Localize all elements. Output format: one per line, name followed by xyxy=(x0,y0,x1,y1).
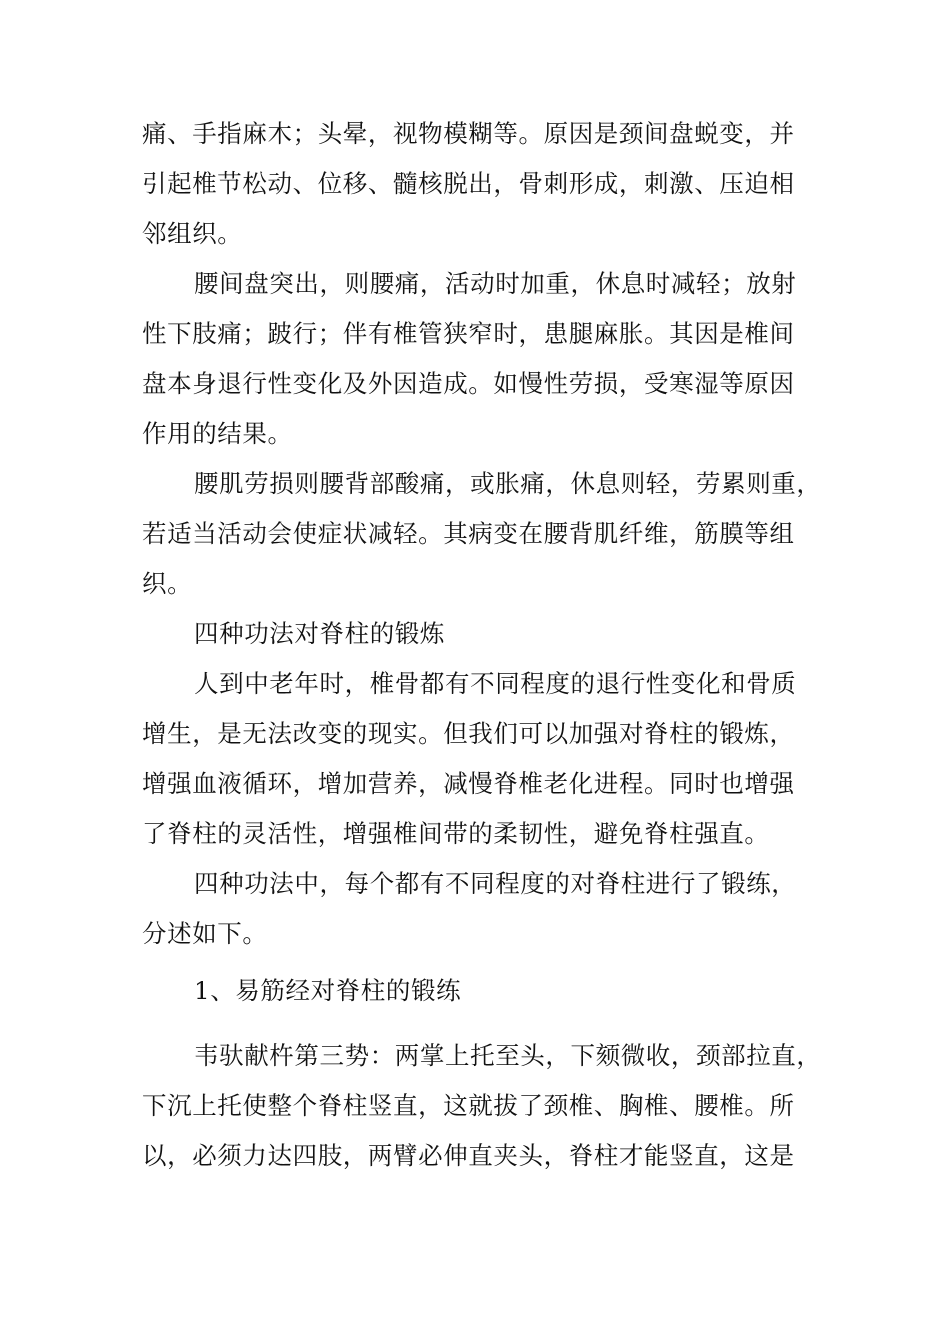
paragraph-first-line: 腰间盘突出，则腰痛，活动时加重，休息时减轻；放射 xyxy=(194,269,797,298)
text-line: 痛、手指麻木；头晕，视物模糊等。原因是颈间盘蜕变，并 xyxy=(142,119,795,148)
paragraph-first-line: 四种功法中，每个都有不同程度的对脊柱进行了锻练， xyxy=(194,869,797,898)
section-heading: 四种功法对脊柱的锻炼 xyxy=(194,619,445,648)
text-line: 增生，是无法改变的现实。但我们可以加强对脊柱的锻炼， xyxy=(142,719,795,748)
text-line: 作用的结果。 xyxy=(142,419,293,448)
text-line: 分述如下。 xyxy=(142,919,268,948)
text-line: 增强血液循环，增加营养，减慢脊椎老化进程。同时也增强 xyxy=(142,769,795,798)
paragraph-first-line: 韦驮献杵第三势：两掌上托至头，下颏微收，颈部拉直， xyxy=(194,1041,822,1070)
text-line: 下沉上托使整个脊柱竖直，这就拔了颈椎、胸椎、腰椎。所 xyxy=(142,1091,795,1120)
text-line: 若适当活动会使症状减轻。其病变在腰背肌纤维，筋膜等组 xyxy=(142,519,795,548)
text-line: 邻组织。 xyxy=(142,219,243,248)
text-line: 了脊柱的灵活性，增强椎间带的柔韧性，避免脊柱强直。 xyxy=(142,819,770,848)
subsection-heading: 1、易筋经对脊柱的锻练 xyxy=(194,976,462,1005)
paragraph-first-line: 人到中老年时，椎骨都有不同程度的退行性变化和骨质 xyxy=(194,669,797,698)
text-line: 引起椎节松动、位移、髓核脱出，骨刺形成，刺激、压迫相 xyxy=(142,169,795,198)
text-line: 织。 xyxy=(142,569,193,598)
paragraph-first-line: 腰肌劳损则腰背部酸痛，或胀痛，休息则轻，劳累则重， xyxy=(194,469,822,498)
text-line: 盘本身退行性变化及外因造成。如慢性劳损，受寒湿等原因 xyxy=(142,369,795,398)
text-line: 性下肢痛；跛行；伴有椎管狭窄时，患腿麻胀。其因是椎间 xyxy=(142,319,795,348)
text-line: 以，必须力达四肢，两臂必伸直夹头，脊柱才能竖直，这是 xyxy=(142,1141,795,1170)
